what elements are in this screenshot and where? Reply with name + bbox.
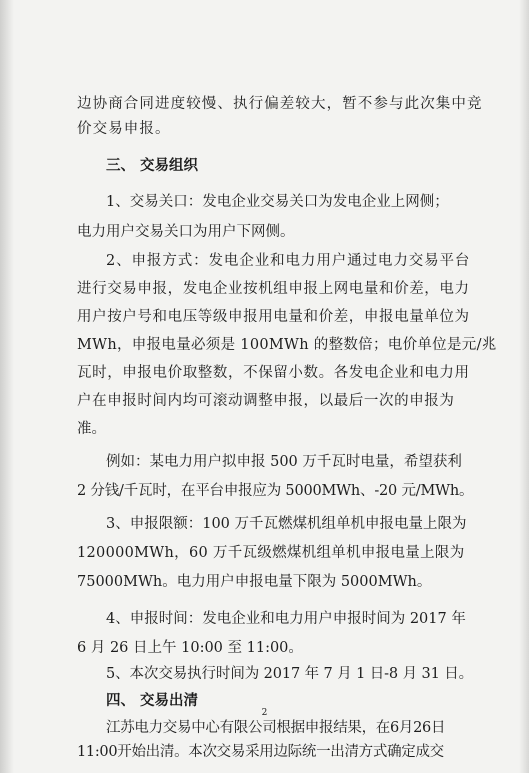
paragraph-line: 例如：某电力用户拟申报 500 万千瓦时电量，希望获利 xyxy=(106,454,462,470)
paragraph-line: MWh，申报电量必须是 100MWh 的整数倍；电价单位是元/兆 xyxy=(77,337,497,353)
paragraph-line: 1、交易关口：发电企业交易关口为发电企业上网侧； xyxy=(106,194,449,210)
paragraph-line: 江苏电力交易中心有限公司根据申报结果，在6月26日 xyxy=(106,720,446,736)
scan-shadow-left xyxy=(0,0,14,773)
paragraph-line: 用户按户号和电压等级申报用电量和价差，申报电量单位为 xyxy=(77,309,470,325)
paragraph-line: 75000MWh。电力用户申报电量下限为 5000MWh。 xyxy=(77,574,432,590)
paragraph-line: 瓦时，申报电价取整数，不保留小数。各发电企业和电力用 xyxy=(77,365,470,381)
section-heading-4: 四、 交易出清 xyxy=(106,693,199,709)
paragraph-line: 120000MWh，60 万千瓦级燃煤机组单机申报电量上限为 xyxy=(77,545,465,561)
paragraph-line: 户在申报时间内均可滚动调整申报，以最后一次的申报为 xyxy=(77,393,455,409)
paragraph-line: 2 分钱/千瓦时，在平台申报应为 5000MWh、-20 元/MWh。 xyxy=(77,483,474,499)
section-heading-3: 三、 交易组织 xyxy=(106,158,199,174)
page-number: 2 xyxy=(261,708,268,718)
paragraph-line: 2、申报方式：发电企业和电力用户通过电力交易平台 xyxy=(106,253,471,269)
paragraph-line: 准。 xyxy=(77,421,106,437)
paragraph-line: 6 月 26 日上午 10:00 至 11:00。 xyxy=(77,640,303,656)
paragraph-line: 11:00开始出清。本次交易采用边际统一出清方式确定成交 xyxy=(77,744,444,760)
paragraph-line: 3、申报限额：100 万千瓦燃煤机组单机申报电量上限为 xyxy=(106,516,467,532)
paragraph-line: 边协商合同进度较慢、执行偏差较大，暂不参与此次集中竞 xyxy=(77,96,483,112)
paragraph-line: 5、本次交易执行时间为 2017 年 7 月 1 日-8 月 31 日。 xyxy=(106,666,474,682)
paragraph-line: 4、申报时间：发电企业和电力用户申报时间为 2017 年 xyxy=(106,611,466,627)
paragraph-line: 价交易申报。 xyxy=(77,121,171,137)
paragraph-line: 进行交易申报，发电企业按机组申报上网电量和价差，电力 xyxy=(77,281,470,297)
paragraph-line: 电力用户交易关口为用户下网侧。 xyxy=(77,224,295,240)
